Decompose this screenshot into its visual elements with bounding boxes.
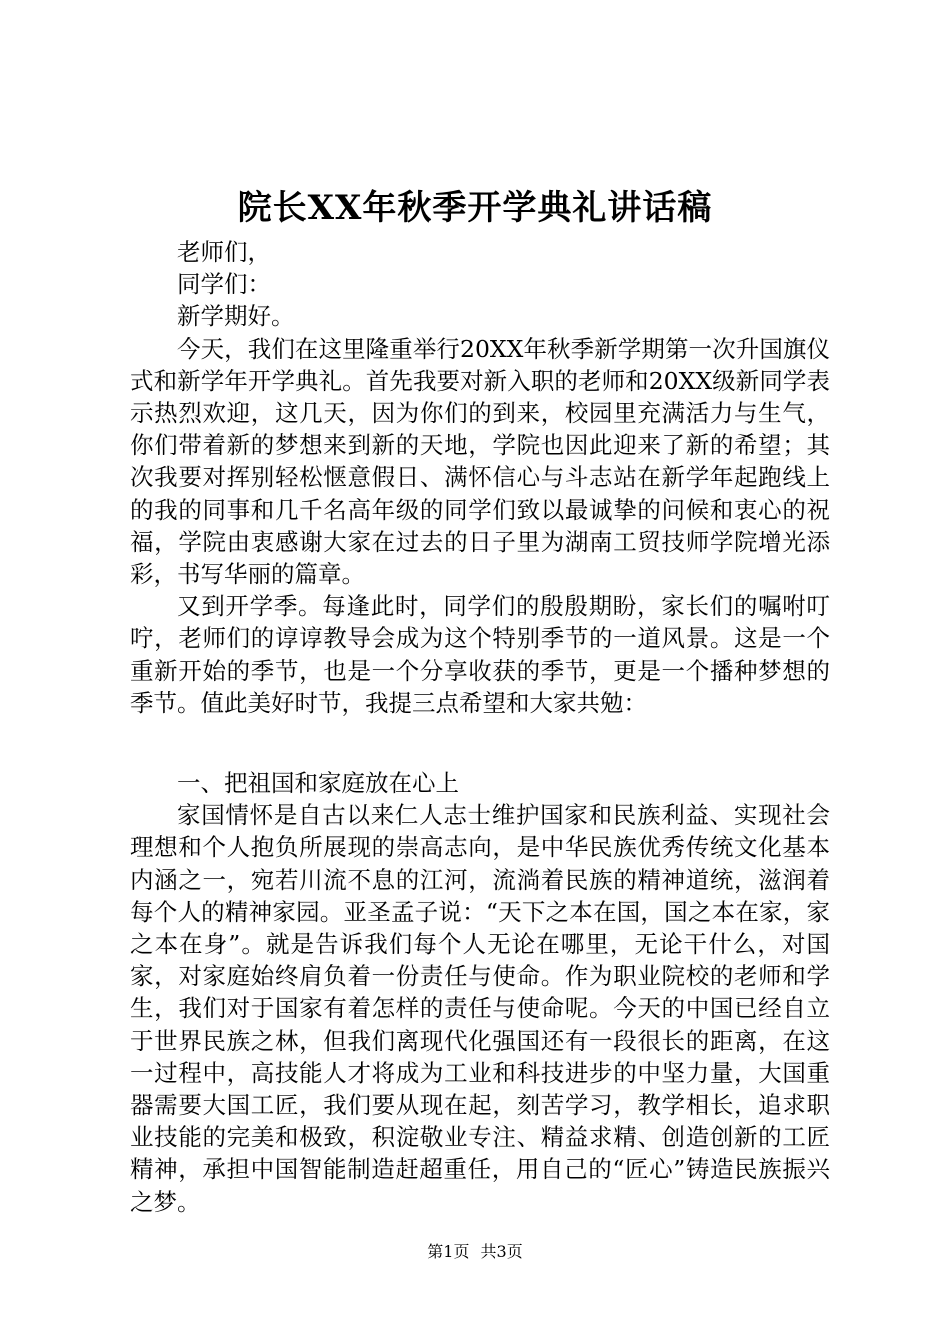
paragraph-season: 又到开学季。每逢此时，同学们的殷殷期盼，家长们的嘱咐叮咛，老师们的谆谆教导会成为这个特别季节的一道风景。这是一个重新开始的季节，也是一个分享收获的季节，更是一个播种梦想的季节。值此美好时节，我提三点希望和大家共勉： [130,592,830,717]
document-body [130,236,830,1218]
section-heading-1: 一、把祖国和家庭放在心上 [177,769,459,798]
paragraph-opening: 今天，我们在这里隆重举行20XX年秋季新学期第一次升国旗仪式和新学年开学典礼。首先我要对新入职的老师和20XX级新同学表示热烈欢迎，这几天，因为你们的到来，校园里充满活力与生气，你们带着新的梦想来到新的天地，学院也因此迎来了新的希望；其次我要对挥别轻松惬意假日、满怀信心与斗志站在新学年起跑线上的我的同事和几千名高年级的同学们致以最诚挚的问候和衷心的祝福，学院由衷感谢大家在过去的日子里为湖南工贸技师学院增光添彩，书写华丽的篇章。 [130,334,830,589]
page-footer: 第1页 共3页 [427,1242,523,1261]
paragraph-spacer [130,719,830,767]
page-title: 院长XX年秋季开学典礼讲话稿 [237,188,713,228]
greeting-teachers: 老师们， [177,238,271,266]
greeting-students: 同学们： [177,270,271,299]
paragraph-family-nation: 家国情怀是自古以来仁人志士维护国家和民族利益、实现社会理想和个人抱负所展现的崇高志向，是中华民族优秀传统文化基本内涵之一，宛若川流不息的江河，流淌着民族的精神道统，滋润着每个人的精神家园。亚圣孟子说：“天下之本在国，国之本在家，家之本在身”。就是告诉我们每个人无论在哪里，无论干什么，对国家，对家庭始终肩负着一份责任与使命。作为职业院校的老师和学生，我们对于国家有着怎样的责任与使命呢。今天的中国已经自立于世界民族之林，但我们离现代化强国还有一段很长的距离，在这一过程中，高技能人才将成为工业和科技进步的中坚力量，大国重器需要大国工匠，我们要从现在起，刻苦学习，教学相长，追求职业技能的完美和极致，积淀敬业专注、精益求精、创造创新的工匠精神，承担中国智能制造赶超重任，用自己的“匠心”铸造民族振兴之梦。 [130,801,830,1216]
greeting-new-term: 新学期好。 [177,302,295,331]
